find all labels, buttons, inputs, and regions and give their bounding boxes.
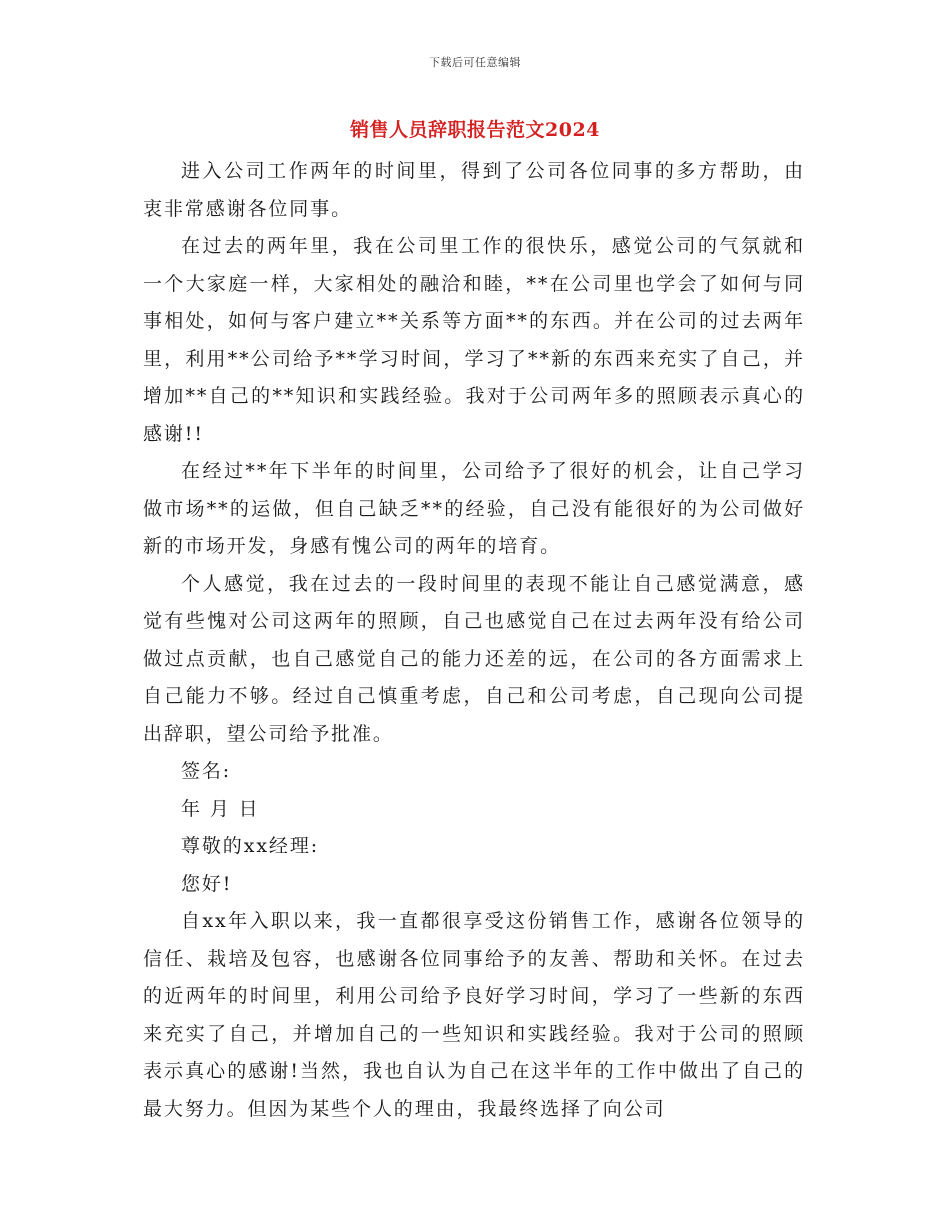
paragraph-market-opportunity: 在经过**年下半年的时间里，公司给予了很好的机会，让自己学习做市场**的运做，但自己缺乏**的经验，自己没有能很好的为公司做好新的市场开发，身感有愧公司的两年的培育。 xyxy=(143,460,805,557)
salutation: 尊敬的xx经理: xyxy=(181,835,320,857)
signature-line: 签名: xyxy=(181,760,232,782)
paragraph-second-letter: 自xx年入职以来，我一直都很享受这份销售工作，感谢各位领导的信任、栽培及包容，也感谢各位同事给予的友善、帮助和关怀。在过去的近两年的时间里，利用公司给予良好学习时间，学习了一些新的东西来充实了自己，并增加自己的一些知识和实践经验。我对于公司的照顾表示真心的感谢!当然，我也自认为自己在这半年的工作中做出了自己的最大努力。但因为某些个人的理由，我最终选择了向公司 xyxy=(143,910,805,1120)
document-body xyxy=(143,153,805,1128)
paragraph-resignation-reason: 个人感觉，我在过去的一段时间里的表现不能让自己感觉满意，感觉有些愧对公司这两年的照顾，自己也感觉自己在过去两年没有给公司做过点贡献，也自己感觉自己的能力还差的远，在公司的各方面需求上自己能力不够。经过自己慎重考虑，自己和公司考虑，自己现向公司提出辞职，望公司给予批准。 xyxy=(143,572,805,745)
paragraph-past-two-years: 在过去的两年里，我在公司里工作的很快乐，感觉公司的气氛就和一个大家庭一样，大家相处的融洽和睦，**在公司里也学会了如何与同事相处，如何与客户建立**关系等方面**的东西。并在公司的过去两年里，利用**公司给予**学习时间，学习了**新的东西来充实了自己，并增加**自己的**知识和实践经验。我对于公司两年多的照顾表示真心的感谢!! xyxy=(143,235,805,445)
paragraph-thanks: 进入公司工作两年的时间里，得到了公司各位同事的多方帮助，由衷非常感谢各位同事。 xyxy=(143,160,805,220)
document-title: 销售人员辞职报告范文2024 xyxy=(350,119,600,141)
date-line: 年 月 日 xyxy=(181,797,260,820)
greeting: 您好! xyxy=(181,872,233,895)
header-note: 下载后可任意编辑 xyxy=(429,56,521,69)
